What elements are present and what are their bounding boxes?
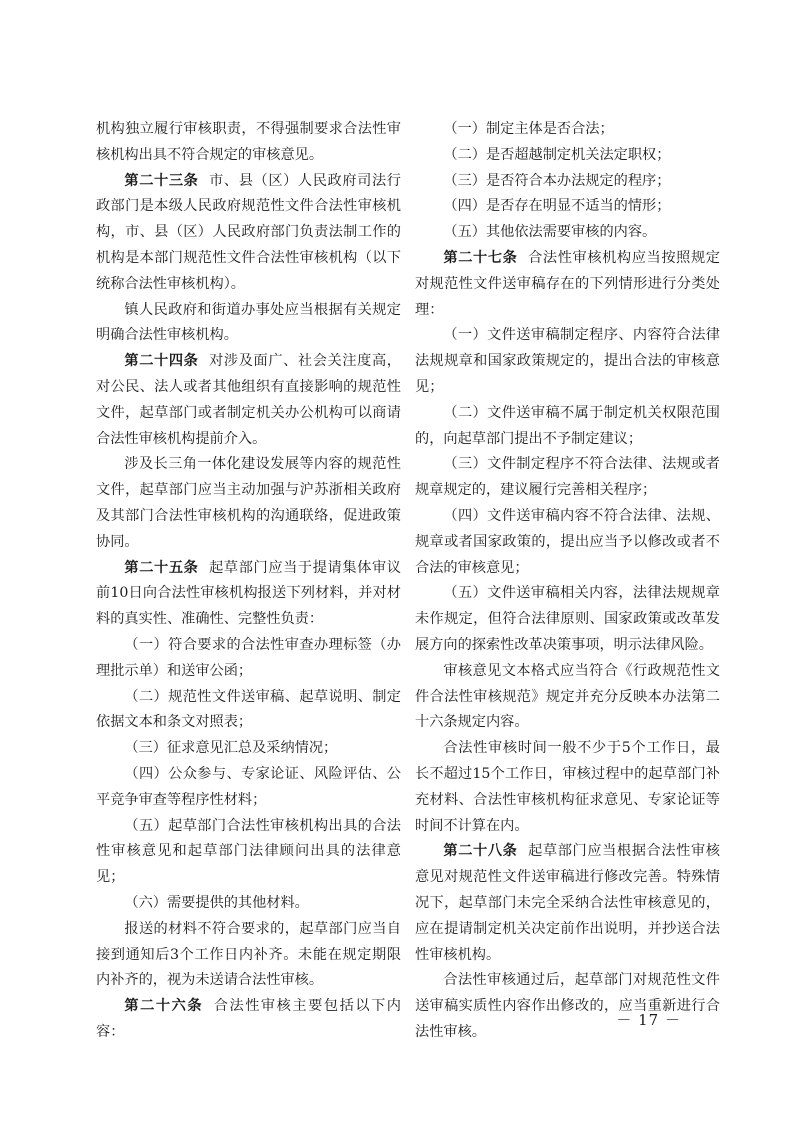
paragraph [415,968,720,1045]
paragraph [96,452,401,555]
paragraph [96,736,401,762]
paragraph-text: （二）是否超越制定机关法定职权； [443,146,671,163]
page-number: － 17 － [616,1011,681,1029]
article-paragraph [96,556,401,633]
paragraph [96,917,401,994]
paragraph-text: （六）需要提供的其他材料。 [124,894,309,911]
left-column [96,117,401,1046]
paragraph-text: 对涉及面广、社会关注度高，对公民、法人或者其他组织有直接影响的规范性文件，起草部门或者制定机关办公机构可以商请合法性审核机构提前介入。 [96,353,401,447]
paragraph-text: （五）起草部门合法性审核机构出具的合法性审核意见和起草部门法律顾问出具的法律意见； [96,817,401,886]
paragraph-text: 报送的材料不符合要求的，起草部门应当自接到通知后3个工作日内补齐。未能在规定期限内补齐的，视为未送请合法性审核。 [96,920,401,989]
paragraph [415,659,720,736]
paragraph [415,194,720,220]
paragraph-text: （二）文件送审稿不属于制定机关权限范围的，向起草部门提出不予制定建议； [415,404,720,447]
paragraph [415,581,720,658]
paragraph [415,401,720,453]
paragraph-text: 涉及长三角一体化建设发展等内容的规范性文件，起草部门应当主动加强与沪苏浙相关政府及其部门合法性审核机构的沟通联络，促进政策协同。 [96,456,401,550]
article-number: 第二十五条 [124,559,199,576]
paragraph [415,504,720,581]
paragraph-text: 起草部门应当根据合法性审核意见对规范性文件送审稿进行修改完善。特殊情况下，起草部门未完全采纳合法性审核意见的，应在提请制定机关决定前作出说明，并抄送合法性审核机构。 [415,843,720,963]
article-paragraph [415,246,720,323]
paragraph-text: （二）规范性文件送审稿、起草说明、制定依据文本和条文对照表； [96,688,401,731]
article-number: 第二十三条 [124,172,199,189]
article-paragraph [96,349,401,452]
paragraph [415,117,720,143]
paragraph-text: 合法性审核通过后，起草部门对规范性文件送审稿实质性内容作出修改的，应当重新进行合法性审核。 [415,972,720,1040]
paragraph-text: 机构独立履行审核职责，不得强制要求合法性审核机构出具不符合规定的审核意见。 [96,121,401,163]
paragraph [96,298,401,350]
article-number: 第二十八条 [443,843,518,860]
paragraph-text: （三）文件制定程序不符合法律、法规或者规章规定的，建议履行完善相关程序； [415,456,720,499]
paragraph-text: （一）制定主体是否合法； [443,121,614,137]
paragraph-text: （一）文件送审稿制定程序、内容符合法律法规规章和国家政策规定的，提出合法的审核意见； [415,327,720,395]
paragraph [96,814,401,891]
paragraph [415,220,720,246]
paragraph-text: 合法性审核主要包括以下内容： [96,998,401,1040]
paragraph [96,685,401,737]
paragraph-text: （五）其他依法需要审核的内容。 [443,224,657,241]
article-paragraph [96,169,401,298]
paragraph-text: （四）公众参与、专家论证、风险评估、公平竞争审查等程序性材料； [96,765,401,808]
paragraph-text: 合法性审核机构应当按照规定对规范性文件送审稿存在的下列情形进行分类处理： [415,249,720,318]
article-number: 第二十六条 [124,998,204,1015]
paragraph-text: 审核意见文本格式应当符合《行政规范性文件合法性审核规范》规定并充分反映本办法第二十六条规定内容。 [415,662,720,731]
paragraph [96,117,401,169]
paragraph [96,762,401,814]
paragraph-text: （三）是否符合本办法规定的程序； [443,172,671,189]
paragraph [96,633,401,685]
paragraph-text: 镇人民政府和街道办事处应当根据有关规定明确合法性审核机构。 [96,301,401,344]
paragraph [415,736,720,839]
paragraph-text: 起草部门应当于提请集体审议前10日向合法性审核机构报送下列材料，并对材料的真实性、准确性、完整性负责： [96,559,401,628]
paragraph-text: （五）文件送审稿相关内容，法律法规规章未作规定，但符合法律原则、国家政策或改革发展方向的探索性改革决策事项，明示法律风险。 [415,585,720,653]
paragraph-text: （三）征求意见汇总及采纳情况； [124,740,338,757]
paragraph-text: （四）文件送审稿内容不符合法律、法规、规章或者国家政策的，提出应当予以修改或者不合法的审核意见； [415,507,720,576]
paragraph-text: 合法性审核时间一般不少于5个工作日，最长不超过15个工作日，审核过程中的起草部门补充材料、合法性审核机构征求意见、专家论证等时间不计算在内。 [415,740,720,834]
article-paragraph [96,994,401,1046]
paragraph-text: （四）是否存在明显不适当的情形； [443,198,671,215]
paragraph [415,323,720,400]
paragraph [415,452,720,504]
paragraph [96,891,401,917]
article-paragraph [415,839,720,968]
paragraph [415,143,720,169]
article-number: 第二十四条 [124,353,199,370]
article-number: 第二十七条 [443,249,518,266]
right-column [415,117,720,1046]
paragraph-text: 市、县（区）人民政府司法行政部门是本级人民政府规范性文件合法性审核机构，市、县（区）人民政府部门负责法制工作的机构是本部门规范性文件合法性审核机构（以下统称合法性审核机构）。 [96,172,401,292]
paragraph-text: （一）符合要求的合法性审查办理标签（办理批示单）和送审公函； [96,636,401,679]
paragraph [415,169,720,195]
